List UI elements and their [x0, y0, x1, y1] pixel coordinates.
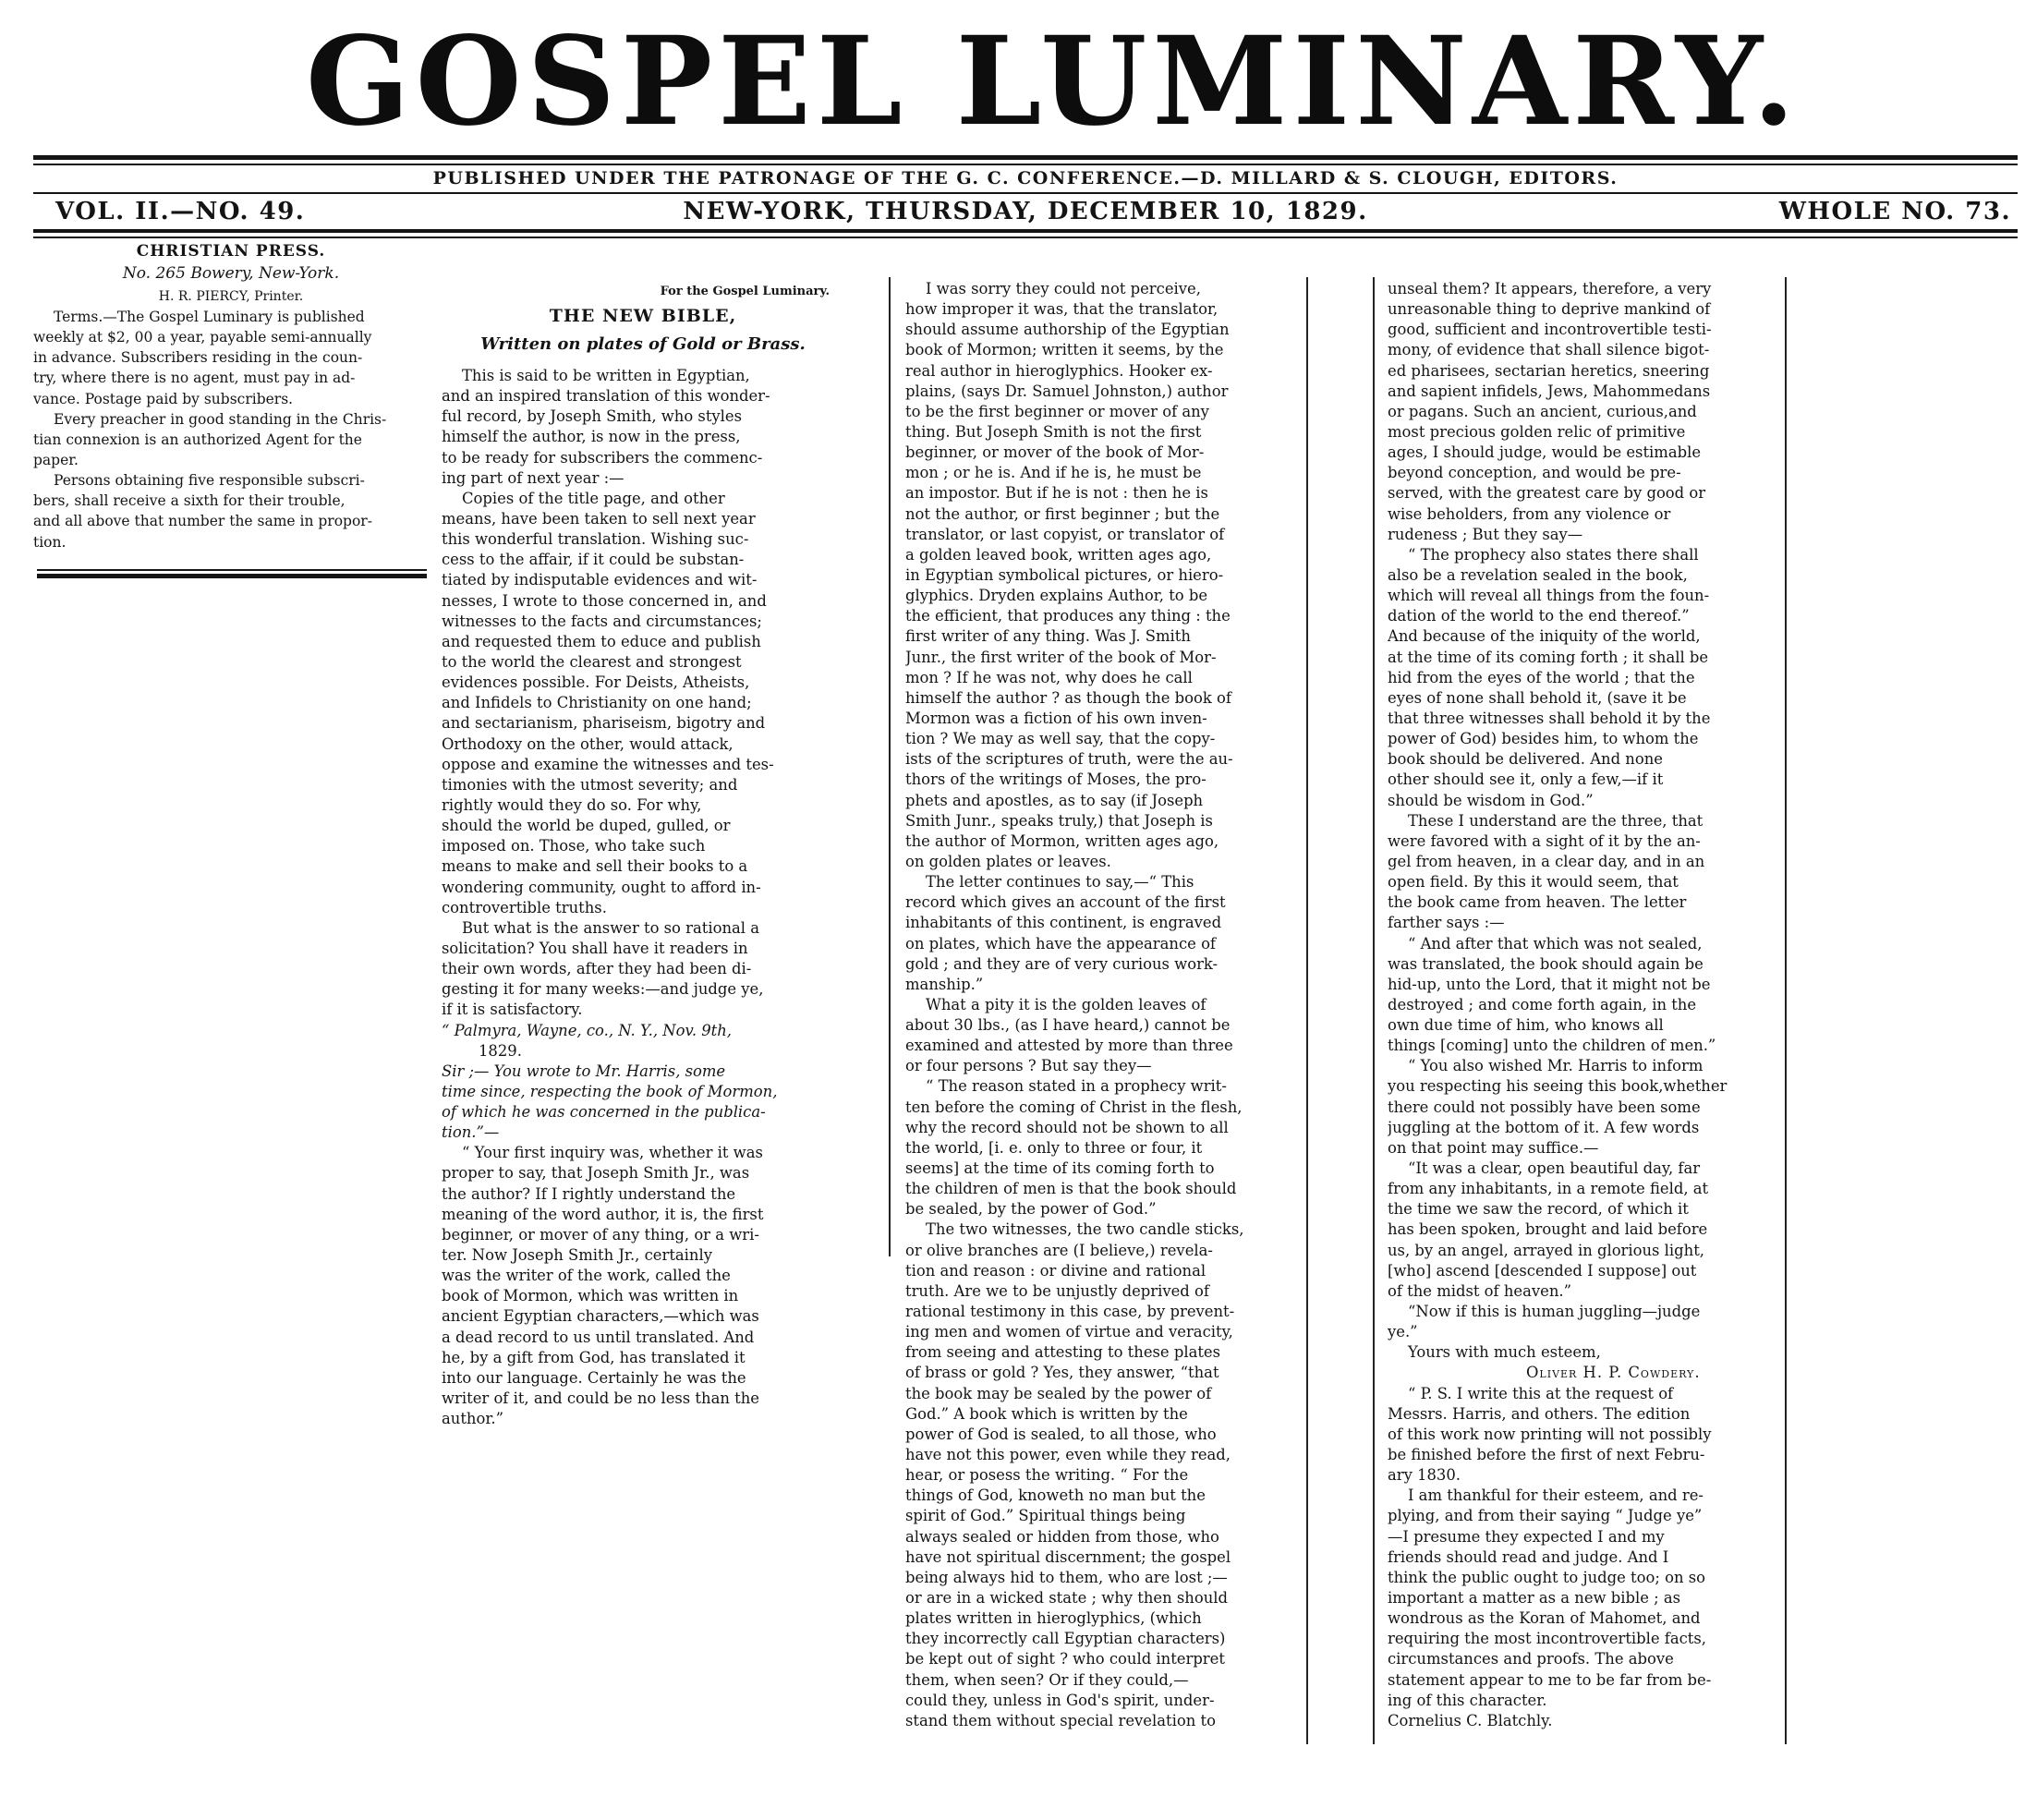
article-line: was the writer of the work, called the [442, 1267, 731, 1285]
article-line: seems] at the time of its coming forth to [905, 1159, 1215, 1178]
article-line: other should see it, only a few,—if it [1388, 770, 1664, 789]
article-line: at the time of its coming forth ; it shall be [1388, 648, 1709, 666]
article-line: or pagans. Such an ancient, curious,and [1388, 402, 1697, 420]
article-line: and Infidels to Christianity on one hand; [442, 694, 752, 712]
terms-line: tian connexion is an authorized Agent for the [33, 431, 362, 448]
article-line: the author? If I rightly understand the [442, 1184, 736, 1203]
article-line: first writer of any thing. Was J. Smith [905, 627, 1191, 646]
patronage-line: PUBLISHED UNDER THE PATRONAGE OF THE G. C. CONFERENCE.—D. MILLARD & S. CLOUGH, EDITORS. [432, 168, 1619, 188]
article-line: cess to the affair, if it could be substan- [442, 551, 745, 569]
press-title: CHRISTIAN PRESS. [136, 242, 326, 261]
article-line: requiring the most incontrovertible facts, [1388, 1630, 1707, 1648]
terms-line: bers, shall receive a sixth for their trouble, [33, 492, 346, 510]
article-line: “ Palmyra, Wayne, co., N. Y., Nov. 9th, [442, 1021, 733, 1039]
article-line: means, have been taken to sell next year [442, 509, 756, 528]
article-line: inhabitants of this continent, is engraved [905, 914, 1222, 932]
article-line: in Egyptian symbolical pictures, or hiero- [905, 565, 1224, 584]
article-line: God.” A book which is written by the [905, 1404, 1188, 1423]
article-line: Orthodoxy on the other, would attack, [442, 734, 734, 753]
article-line: there could not possibly have been some [1388, 1098, 1701, 1116]
article-line: mon ; or he is. And if he is, he must be [905, 464, 1202, 482]
article-line: that three witnesses shall behold it by the [1388, 709, 1711, 727]
column-divider [1373, 277, 1375, 1744]
article-line: rudeness ; But they say— [1388, 525, 1583, 543]
article-line: were favored with a sight of it by the an- [1388, 831, 1701, 850]
article-line: and sapient infidels, Jews, Mahommedans [1388, 382, 1711, 400]
article-line: means to make and sell their books to a [442, 857, 748, 876]
article-line: Smith Junr., speaks truly,) that Joseph is [905, 811, 1213, 830]
article-line: most precious golden relic of primitive [1388, 422, 1686, 441]
article-line: rightly would they do so. For why, [442, 795, 702, 814]
article-line: and an inspired translation of this wonder- [442, 387, 770, 406]
article-line: mon ? If he was not, why does he call [905, 668, 1193, 686]
article-line: always sealed or hidden from those, who [905, 1527, 1219, 1546]
printer-credit: H. R. PIERCY, Printer. [158, 289, 304, 304]
article-line: “ P. S. I write this at the request of [1408, 1384, 1674, 1402]
article-line: the world, [i. e. only to three or four, it [905, 1138, 1203, 1157]
column-divider [1785, 277, 1787, 1744]
article-line: the book came from heaven. The letter [1388, 893, 1687, 912]
article-line: spirit of God.” Spiritual things being [905, 1507, 1186, 1525]
article-line: juggling at the bottom of it. A few words [1388, 1118, 1700, 1136]
article-line: beginner, or mover of any thing, or a wri- [442, 1225, 759, 1244]
article-line: to be the first beginner or mover of any [905, 402, 1209, 420]
article-line: dation of the world to the end thereof.” [1388, 607, 1690, 625]
article-line: ancient Egyptian characters,—which was [442, 1307, 759, 1326]
press-address: No. 265 Bowery, New-York. [122, 264, 340, 283]
article-line: wondrous as the Koran of Mahomet, and [1388, 1609, 1701, 1628]
article-line: he, by a gift from God, has translated it [442, 1348, 746, 1366]
article-line: ed pharisees, sectarian heretics, sneering [1388, 361, 1710, 380]
article-line: ing men and women of virtue and veracity, [905, 1323, 1233, 1341]
article-column-2 [905, 279, 1304, 1731]
article-line: not the author, or first beginner ; but the [905, 504, 1220, 523]
article-line: plying, and from their saying “ Judge ye” [1388, 1507, 1703, 1525]
article-line: us, by an angel, arrayed in glorious light, [1388, 1241, 1705, 1259]
article-line: ists of the scriptures of truth, were the au- [905, 750, 1233, 769]
article-line: “ The prophecy also states there shall [1408, 545, 1699, 564]
article-line: them, when seen? Or if they could,— [905, 1670, 1189, 1689]
column-divider [1306, 277, 1308, 1744]
article-line: The two witnesses, the two candle sticks, [926, 1220, 1244, 1239]
article-line: things [coming] unto the children of men.” [1388, 1037, 1716, 1055]
article-line: ary 1830. [1388, 1466, 1461, 1485]
article-line: ing part of next year :— [442, 468, 624, 487]
article-line: plains, (says Dr. Samuel Johnston,) author [905, 382, 1229, 400]
article-line: glyphics. Dryden explains Author, to be [905, 587, 1208, 605]
article-line: be finished before the first of next Febru- [1388, 1446, 1705, 1464]
article-line: evidences possible. For Deists, Atheists, [442, 673, 750, 692]
terms-block [33, 309, 429, 554]
article-line: of this work now printing will not possibly [1388, 1425, 1712, 1443]
article-line: rational testimony in this case, by prevent- [905, 1303, 1235, 1321]
article-line: nesses, I wrote to those concerned in, and [442, 591, 767, 610]
article-line: Junr., the first writer of the book of Mor- [905, 648, 1217, 666]
article-line: if it is satisfactory. [442, 1001, 583, 1019]
article-subtitle: Written on plates of Gold or Brass. [480, 334, 806, 354]
article-line: witnesses to the facts and circumstances; [442, 612, 762, 630]
terms-line: in advance. Subscribers residing in the coun- [33, 349, 363, 367]
article-line: Oliver H. P. Cowdery. [1526, 1364, 1701, 1382]
article-line: thing. But Joseph Smith is not the first [905, 422, 1202, 441]
article-column-1 [442, 366, 844, 1429]
article-line: has been spoken, brought and laid before [1388, 1220, 1708, 1239]
article-line: be kept out of sight ? who could interpret [905, 1650, 1225, 1668]
article-line: could they, unless in God's spirit, under- [905, 1691, 1215, 1709]
article-line: Copies of the title page, and other [462, 489, 725, 507]
terms-line: Every preacher in good standing in the Chris- [54, 410, 387, 428]
article-line: should the world be duped, gulled, or [442, 817, 731, 835]
article-line: truth. Are we to be unjustly deprived of [905, 1281, 1209, 1300]
terms-line: and all above that number the same in propor- [33, 513, 372, 530]
article-line: record which gives an account of the first [905, 893, 1226, 912]
column-divider [889, 277, 891, 1256]
terms-line: Persons obtaining five responsible subscri- [54, 472, 365, 490]
article-line: [who] ascend [descended I suppose] out [1388, 1261, 1697, 1280]
article-line: Sir ;— You wrote to Mr. Harris, some [442, 1062, 726, 1080]
article-line: which will reveal all things from the foun- [1388, 587, 1710, 605]
terms-line: weekly at $2, 00 a year, payable semi-annually [33, 329, 372, 346]
article-line: This is said to be written in Egyptian, [462, 367, 750, 384]
article-line: wondering community, ought to afford in- [442, 878, 761, 896]
article-line: Messrs. Harris, and others. The edition [1388, 1404, 1691, 1423]
article-line: or olive branches are (I believe,) revela- [905, 1241, 1213, 1259]
patronage-rule [33, 192, 2018, 194]
article-line: from any inhabitants, in a remote field, at [1388, 1180, 1709, 1198]
article-line: the efficient, that produces any thing : the [905, 607, 1231, 625]
article-line: of brass or gold ? Yes, they answer, “that [905, 1364, 1219, 1382]
article-line: power of God) besides him, to whom the [1388, 730, 1699, 748]
article-line: should be wisdom in God.” [1388, 791, 1594, 809]
article-line: good, sufficient and incontrovertible testi- [1388, 321, 1712, 339]
terms-line: vance. Postage paid by subscribers. [33, 390, 294, 407]
article-line: friends should read and judge. And I [1388, 1547, 1669, 1566]
article-line: from seeing and attesting to these plates [905, 1343, 1221, 1362]
article-line: “ The reason stated in a prophecy writ- [926, 1077, 1227, 1096]
article-line: open field. By this it would seem, that [1388, 873, 1679, 892]
article-line: destroyed ; and come forth again, in the [1388, 995, 1697, 1013]
masthead-title: GOSPEL LUMINARY. [305, 10, 1801, 153]
dateline: NEW-YORK, THURSDAY, DECEMBER 10, 1829. [683, 198, 1368, 225]
article-line: mony, of evidence that shall silence bigot- [1388, 341, 1710, 359]
article-line: plates written in hieroglyphics, (which [905, 1609, 1202, 1628]
article-line: or are in a wicked state ; why then should [905, 1589, 1228, 1607]
article-line: Mormon was a fiction of his own inven- [905, 709, 1207, 727]
article-column-3 [1388, 279, 1783, 1731]
article-line: and requested them to educe and publish [442, 632, 761, 650]
article-line: ter. Now Joseph Smith Jr., certainly [442, 1246, 712, 1265]
article-line: 1829. [479, 1041, 522, 1060]
article-line: own due time of him, who knows all [1388, 1016, 1664, 1035]
article-line: What a pity it is the golden leaves of [926, 995, 1206, 1013]
article-line: “It was a clear, open beautiful day, far [1408, 1159, 1701, 1178]
article-line: manship.” [905, 975, 984, 993]
article-line: they incorrectly call Egyptian characters) [905, 1630, 1226, 1648]
article-line: into our language. Certainly he was the [442, 1368, 746, 1387]
article-line: hid from the eyes of the world ; that the [1388, 668, 1695, 686]
terms-line: paper. [33, 451, 79, 468]
for-line: For the Gospel Luminary. [660, 285, 830, 298]
article-line: also be a revelation sealed in the book, [1388, 565, 1688, 584]
article-line: ye.” [1388, 1323, 1418, 1341]
article-line: “ You also wished Mr. Harris to inform [1408, 1057, 1704, 1075]
article-line: phets and apostles, as to say (if Joseph [905, 791, 1204, 809]
article-line: thors of the writings of Moses, the pro- [905, 770, 1206, 789]
article-line: or four persons ? But say they— [905, 1057, 1152, 1075]
article-line: important a matter as a new bible ; as [1388, 1589, 1681, 1607]
article-line: author.” [442, 1410, 503, 1428]
article-line: ing of this character. [1388, 1691, 1547, 1709]
article-line: meaning of the word author, it is, the first [442, 1205, 764, 1223]
article-line: the author of Mormon, written ages ago, [905, 831, 1219, 850]
article-line: imposed on. Those, who take such [442, 837, 706, 855]
article-line: eyes of none shall behold it, (save it be [1388, 688, 1687, 707]
article-line: and sectarianism, phariseism, bigotry and [442, 714, 766, 733]
sidebar-end-rule [37, 574, 427, 578]
article-line: These I understand are the three, that [1408, 811, 1704, 830]
article-line: writer of it, and could be no less than the [442, 1389, 759, 1408]
article-line: the book may be sealed by the power of [905, 1384, 1212, 1402]
article-line: why the record should not be shown to all [905, 1118, 1229, 1136]
article-line: translator, or last copyist, or translator of [905, 525, 1225, 543]
article-line: book of Mormon, which was written in [442, 1287, 739, 1305]
sidebar-end-rule [37, 569, 427, 571]
article-line: hid-up, unto the Lord, that it might not be [1388, 975, 1711, 993]
article-line: beyond conception, and would be pre- [1388, 464, 1681, 482]
article-line: their own words, after they had been di- [442, 960, 752, 978]
article-line: The letter continues to say,—“ This [926, 873, 1194, 892]
article-line: the time we saw the record, of which it [1388, 1200, 1689, 1219]
dateline-rule [33, 229, 2018, 233]
masthead-rule [33, 164, 2018, 165]
article-line: think the public ought to judge too; on so [1388, 1568, 1705, 1586]
article-line: —I presume they expected I and my [1388, 1527, 1665, 1546]
article-line: this wonderful translation. Wishing suc- [442, 530, 749, 549]
article-line: tion.”— [442, 1123, 500, 1142]
article-line: Yours with much esteem, [1408, 1343, 1601, 1362]
article-line: an impostor. But if he is not : then he is [905, 484, 1208, 503]
article-line: But what is the answer to so rational a [462, 918, 759, 937]
article-line: controvertible truths. [442, 898, 607, 916]
article-line: tion ? We may as well say, that the copy- [905, 730, 1216, 748]
article-line: “Now if this is human juggling—judge [1408, 1303, 1701, 1321]
article-line: hear, or posess the writing. “ For the [905, 1466, 1189, 1485]
terms-line: try, where there is no agent, must pay in ad- [33, 370, 356, 387]
article-line: himself the author ? as though the book of [905, 688, 1231, 707]
article-line: oppose and examine the witnesses and tes- [442, 755, 774, 773]
volume-number: VOL. II.—NO. 49. [55, 198, 306, 225]
article-line: tiated by indisputable evidences and wit- [442, 571, 758, 589]
article-line: about 30 lbs., (as I have heard,) cannot be [905, 1016, 1231, 1035]
article-line: ten before the coming of Christ in the flesh, [905, 1098, 1243, 1116]
article-line: unseal them? It appears, therefore, a very [1388, 280, 1712, 297]
article-line: book of Mormon; written it seems, by the [905, 341, 1224, 359]
article-line: unreasonable thing to deprive mankind of [1388, 300, 1711, 319]
article-line: being always hid to them, who are lost ;— [905, 1568, 1228, 1586]
article-line: things of God, knoweth no man but the [905, 1486, 1206, 1505]
article-line: the children of men is that the book should [905, 1180, 1237, 1198]
article-line: “ And after that which was not sealed, [1408, 934, 1703, 952]
article-line: examined and attested by more than three [905, 1037, 1233, 1055]
article-line: wise beholders, from any violence or [1388, 504, 1671, 523]
article-line: solicitation? You shall have it readers in [442, 939, 748, 957]
article-line: real author in hieroglyphics. Hooker ex- [905, 361, 1213, 380]
article-line: circumstances and proofs. The above [1388, 1650, 1674, 1668]
article-line: stand them without special revelation to [905, 1711, 1216, 1729]
article-line: power of God is sealed, to all those, who [905, 1425, 1217, 1443]
article-line: served, with the greatest care by good or [1388, 484, 1706, 503]
article-line: on that point may suffice.— [1388, 1138, 1599, 1157]
whole-number: WHOLE NO. 73. [1778, 198, 2011, 225]
article-line: himself the author, is now in the press, [442, 428, 741, 446]
article-line: gold ; and they are of very curious work- [905, 954, 1219, 973]
article-line: gesting it for many weeks:—and judge ye, [442, 980, 764, 999]
article-line: should assume authorship of the Egyptian [905, 321, 1230, 339]
article-line: to the world the clearest and strongest [442, 652, 742, 671]
article-line: a dead record to us until translated. And [442, 1328, 755, 1346]
article-line: time since, respecting the book of Mormon, [442, 1082, 778, 1100]
article-line: proper to say, that Joseph Smith Jr., was [442, 1164, 750, 1183]
article-line: statement appear to me to be far from be- [1388, 1670, 1712, 1689]
sidebar-column [33, 240, 429, 554]
article-title: THE NEW BIBLE, [549, 306, 737, 326]
article-line: Cornelius C. Blatchly. [1388, 1711, 1553, 1729]
article-line: gel from heaven, in a clear day, and in an [1388, 852, 1705, 870]
article-line: was translated, the book should again be [1388, 954, 1704, 973]
article-line: farther says :— [1388, 914, 1505, 932]
article-line: ages, I should judge, would be estimable [1388, 443, 1702, 462]
terms-line: Terms.—The Gospel Luminary is published [54, 309, 365, 325]
masthead-rule [33, 155, 2018, 160]
article-line: tion and reason : or divine and rational [905, 1261, 1206, 1280]
article-line: a golden leaved book, written ages ago, [905, 545, 1212, 564]
article-line: book should be delivered. And none [1388, 750, 1663, 769]
article-line: beginner, or mover of the book of Mor- [905, 443, 1205, 462]
article-line: how improper it was, that the translator, [905, 300, 1219, 319]
terms-line: tion. [33, 533, 67, 551]
article-line: I was sorry they could not perceive, [926, 280, 1201, 297]
article-line: have not spiritual discernment; the gospel [905, 1547, 1231, 1566]
article-line: to be ready for subscribers the commenc- [442, 448, 763, 467]
article-line: I am thankful for their esteem, and re- [1408, 1486, 1704, 1505]
article-line: of which he was concerned in the publica- [442, 1103, 766, 1122]
article-line: have not this power, even while they read, [905, 1446, 1231, 1464]
article-line: on golden plates or leaves. [905, 852, 1111, 870]
dateline-rule [33, 237, 2018, 238]
article-line: timonies with the utmost severity; and [442, 775, 738, 794]
article-line: And because of the iniquity of the world, [1388, 627, 1701, 646]
article-line: ful record, by Joseph Smith, who styles [442, 407, 743, 426]
article-line: “ Your first inquiry was, whether it was [462, 1144, 763, 1162]
article-line: you respecting his seeing this book,whether [1388, 1077, 1728, 1096]
article-line: on plates, which have the appearance of [905, 934, 1217, 952]
article-line: of the midst of heaven.” [1388, 1281, 1571, 1300]
article-line: be sealed, by the power of God.” [905, 1200, 1157, 1219]
